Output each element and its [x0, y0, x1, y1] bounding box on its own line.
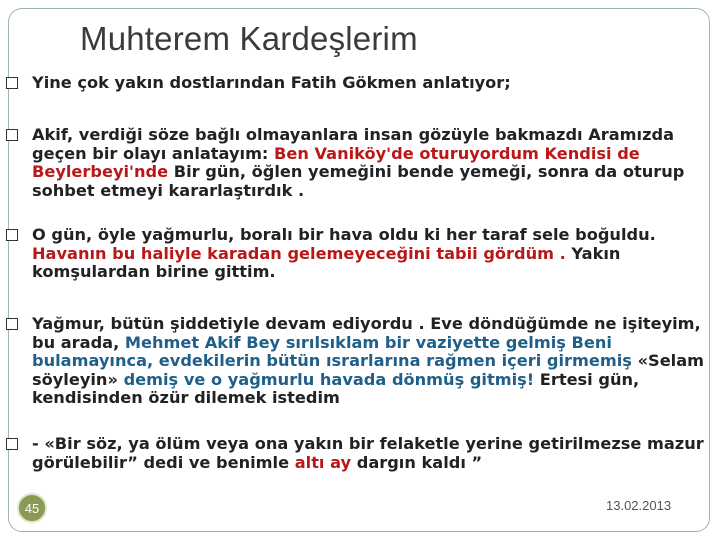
- text-run: Bir gün, öğlen yemeğini bende yemeği, sonra da oturup sohbet etmeyi kararlaştırdık .: [32, 162, 685, 200]
- text-run: Yakın komşulardan birine gittim.: [32, 243, 621, 282]
- text-run: - «Bir söz, ya ölüm veya ona yakın bir felaketle yerine getirilmezse mazur görülebilir” dedi ve benimle: [32, 434, 704, 472]
- paragraph-text: [32, 434, 704, 472]
- paragraph-akif: [32, 126, 704, 200]
- bullet-icon: [6, 129, 18, 141]
- text-run: Yağmur, bütün şiddetiyle devam ediyordu . Eve döndüğümde ne işiteyim, bu arada,: [32, 314, 701, 352]
- bullet-icon: [6, 77, 18, 89]
- text-run: Akif, verdiği söze bağlı olmayanlara insan gözüyle bakmazdı Aramızda geçen bir olayı anlatayım:: [32, 125, 675, 163]
- text-run: O gün, öyle yağmurlu, boralı bir hava oldu ki her taraf sele boğuldu.: [32, 225, 656, 244]
- paragraph-intro: [32, 74, 704, 93]
- paragraph-yagmur: [32, 315, 704, 408]
- page-number-badge: 45: [17, 493, 47, 523]
- paragraph-text: [32, 125, 684, 200]
- text-run: Ertesi gün, kendisinden özür dilemek istedim: [32, 369, 640, 408]
- slide-title: Muhterem Kardeşlerim: [80, 20, 418, 57]
- paragraph-text: [32, 314, 704, 407]
- paragraph-text: [32, 225, 656, 281]
- text-run: demiş ve o yağmurlu havada dönmüş gitmiş!: [123, 369, 535, 389]
- paragraph-o-gun: [32, 226, 704, 282]
- paragraph-text: [32, 73, 511, 92]
- slide-date: 13.02.2013: [606, 498, 672, 513]
- bullet-icon: [6, 438, 18, 450]
- bullet-icon: [6, 318, 18, 330]
- paragraph-soz: [32, 435, 704, 472]
- bullet-icon: [6, 229, 18, 241]
- text-run: altı ay: [294, 452, 352, 472]
- text-run: dargın kaldı ”: [351, 452, 483, 472]
- text-run: Yine çok yakın dostlarından Fatih Gökmen anlatıyor;: [32, 73, 511, 92]
- text-run: Mehmet Akif Bey sırılsıklam bir vaziyette gelmiş Beni bulamayınca, evdekilerin bütün ısrarlarına rağmen içeri girmemiş: [32, 332, 632, 371]
- text-run: Havanın bu haliyle karadan gelemeyeceğini tabii gördüm .: [32, 243, 566, 263]
- text-run: «Selam söyleyin»: [32, 351, 705, 389]
- text-run: Ben Vaniköy'de oturuyordum Kendisi de Beylerbeyi'nde: [32, 143, 640, 182]
